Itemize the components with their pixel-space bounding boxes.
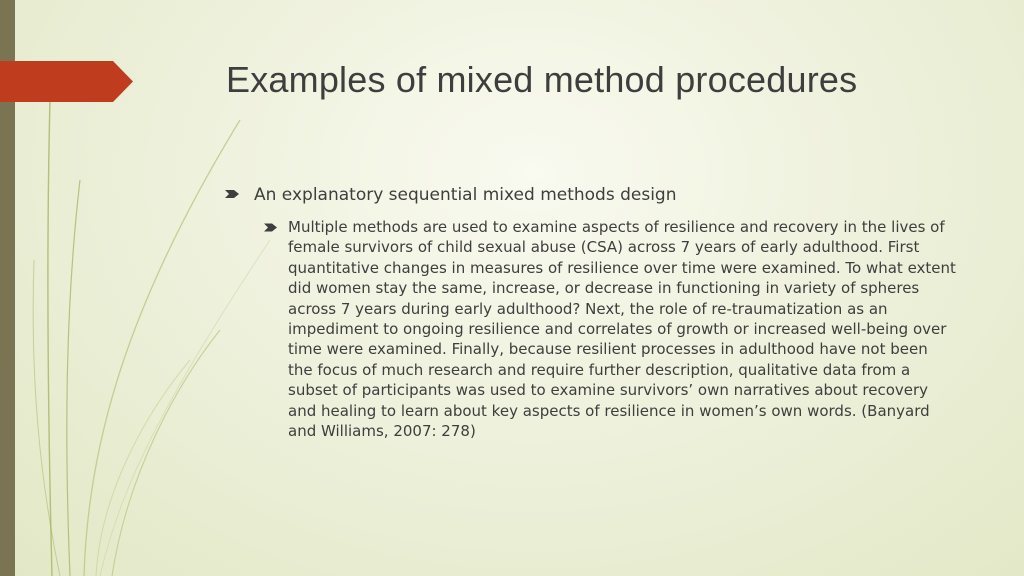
bullet-level-2 (264, 217, 964, 441)
slide-title: Examples of mixed method procedures (226, 59, 858, 100)
title-accent-arrow (0, 61, 133, 102)
bullet-level-1 (225, 183, 677, 207)
arrow-bullet-icon (264, 223, 278, 232)
bullet-level-1-text: An explanatory sequential mixed methods design (254, 185, 677, 205)
bullet-level-2-text: Multiple methods are used to examine aspects of resilience and recovery in the lives of female survivors of child sexual abuse (CSA) across 7 years of early adulthood. First quantitative changes in measures of resilience over time were examined. To what extent did women stay the same, increase, or decrease in functioning in variety of spheres across 7 years during early adulthood? Next, the role of re-traumatization as an impediment to ongoing resilience and correlates of growth or increased well-being over time were examined. Finally, because resilient processes in adulthood have not been the focus of much research and require further description, qualitative data from a subset of participants was used to examine survivors’ own narratives about recovery and healing to learn about key aspects of resilience in women’s own words. (Banyard and Williams, 2007: 278) (288, 218, 956, 441)
arrow-bullet-icon (225, 189, 240, 199)
